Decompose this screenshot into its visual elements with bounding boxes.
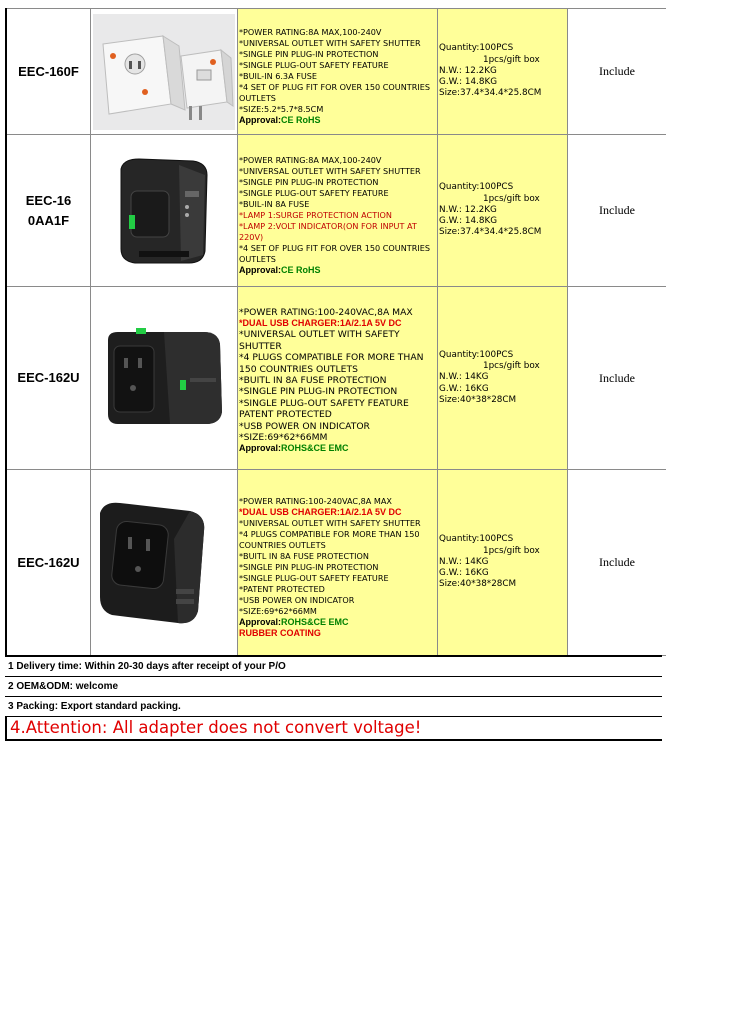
packing-box: 1pcs/gift box xyxy=(483,361,540,372)
spec-line: *SINGLE PLUG-OUT SAFETY FEATURE xyxy=(239,60,389,70)
model-cell xyxy=(6,135,91,287)
packing-nw: N.W.: 12.2KG xyxy=(439,65,497,76)
spec-cell xyxy=(238,470,438,656)
spec-line: *SINGLE PIN PLUG-IN PROTECTION xyxy=(239,386,398,398)
packing-quantity: Quantity:100PCS xyxy=(439,349,514,360)
model-cell xyxy=(6,470,91,656)
spec-line: *UNIVERSAL OUTLET WITH SAFETY SHUTTER xyxy=(239,38,421,48)
include-cell xyxy=(568,135,667,287)
product-photo xyxy=(91,9,238,135)
packing-quantity: Quantity:100PCS xyxy=(439,43,514,54)
spec-line: *UNIVERSAL OUTLET WITH SAFETY SHUTTER xyxy=(239,518,421,528)
approval xyxy=(239,115,436,126)
packing-nw: N.W.: 14KG xyxy=(439,372,489,383)
packing-gw: G.W.: 14.8KG xyxy=(439,77,498,88)
packing-gw: G.W.: 16KG xyxy=(439,568,489,579)
spec-line: *LAMP 1:SURGE PROTECTION ACTION xyxy=(239,210,392,220)
packing-quantity: Quantity:100PCS xyxy=(439,534,514,545)
spec-line: PATENT PROTECTED xyxy=(239,409,332,421)
delivery-note: 1 Delivery time: Within 20-30 days after receipt of your P/O xyxy=(5,655,662,676)
approval xyxy=(239,443,436,454)
approval-label: Approval: xyxy=(239,617,282,627)
spec-cell xyxy=(238,135,438,287)
spec-line: *POWER RATING:100-240VAC,8A MAX xyxy=(239,307,413,318)
spec-line: *LAMP 2:VOLT INDICATOR(ON FOR INPUT AT 220V) xyxy=(239,221,417,242)
packing-box: 1pcs/gift box xyxy=(483,545,540,556)
rubber-adapter-image xyxy=(94,493,234,633)
product-photo xyxy=(91,287,238,470)
model-name: EEC-162U xyxy=(17,370,80,385)
spec-line: *4 SET OF PLUG FIT FOR OVER 150 COUNTRIES OUTLETS xyxy=(239,243,430,264)
spec-line: *PATENT PROTECTED xyxy=(239,584,325,594)
model-cell xyxy=(6,287,91,470)
product-row xyxy=(6,470,666,656)
product-row xyxy=(6,9,666,135)
spec-line: *POWER RATING:8A MAX,100-240V xyxy=(239,155,382,165)
spec-line: *SIZE:69*62*66MM xyxy=(239,432,328,444)
include-cell xyxy=(568,470,667,656)
spec-line: *UNIVERSAL OUTLET WITH SAFETY SHUTTER xyxy=(239,329,400,352)
product-photo xyxy=(91,135,238,287)
product-row xyxy=(6,135,666,287)
approval-value: ROHS&CE EMC xyxy=(281,617,349,627)
packing-size: Size:40*38*28CM xyxy=(439,579,517,590)
spec-line: *USB POWER ON INDICATOR xyxy=(239,595,355,605)
spec-line: *DUAL USB CHARGER:1A/2.1A 5V DC xyxy=(239,318,402,329)
spec-line: *USB POWER ON INDICATOR xyxy=(239,420,370,432)
oem-note: 2 OEM&ODM: welcome xyxy=(5,676,662,696)
packing-cell xyxy=(438,9,568,135)
spec-line: *SINGLE PIN PLUG-IN PROTECTION xyxy=(239,177,379,187)
include-cell xyxy=(568,9,667,135)
packing-nw: N.W.: 14KG xyxy=(439,556,489,567)
spec-line: *BUITL IN 8A FUSE PROTECTION xyxy=(239,551,369,561)
approval xyxy=(239,617,436,628)
black-usb-adapter-image xyxy=(100,328,228,428)
packing-note: 3 Packing: Export standard packing. xyxy=(5,696,662,716)
model-name: EEC-160AA1F xyxy=(25,192,72,228)
spec-cell xyxy=(238,287,438,470)
include-cell xyxy=(568,287,667,470)
product-table xyxy=(5,8,666,656)
packing-quantity: Quantity:100PCS xyxy=(439,182,514,193)
spec-line: *POWER RATING:100-240VAC,8A MAX xyxy=(239,496,392,506)
model-name: EEC-160F xyxy=(18,63,79,79)
spec-line: *DUAL USB CHARGER:1A/2.1A 5V DC xyxy=(239,507,402,517)
spec-line: *SINGLE PLUG-OUT SAFETY FEATURE xyxy=(239,573,389,583)
product-row xyxy=(6,287,666,470)
model-name: EEC-162U xyxy=(17,554,80,570)
spec-line: *BUITL IN 8A FUSE PROTECTION xyxy=(239,375,387,387)
packing-box: 1pcs/gift box xyxy=(483,54,540,65)
notes-section xyxy=(5,655,662,741)
spec-line: *SINGLE PIN PLUG-IN PROTECTION xyxy=(239,562,379,572)
packing-gw: G.W.: 16KG xyxy=(439,383,489,394)
approval-value: CE RoHS xyxy=(281,115,321,125)
packing-nw: N.W.: 12.2KG xyxy=(439,204,497,215)
white-adapter-image xyxy=(93,14,235,130)
rubber-coating-note: RUBBER COATING xyxy=(239,628,321,638)
spec-line: *SINGLE PIN PLUG-IN PROTECTION xyxy=(239,49,379,59)
spec-line: *UNIVERSAL OUTLET WITH SAFETY SHUTTER xyxy=(239,166,421,176)
spec-line: *4 SET OF PLUG FIT FOR OVER 150 COUNTRIES OUTLETS xyxy=(239,82,430,103)
approval-label: Approval: xyxy=(239,443,282,454)
spec-cell xyxy=(238,9,438,135)
model-cell xyxy=(6,9,91,135)
spec-line: *POWER RATING:8A MAX,100-240V xyxy=(239,27,382,37)
spec-line: *SINGLE PLUG-OUT SAFETY FEATURE xyxy=(239,397,409,409)
approval xyxy=(239,265,436,276)
spec-line: *4 PLUGS COMPATIBLE FOR MORE THAN 150 COUNTRIES OUTLETS xyxy=(239,529,420,550)
include-text: Include xyxy=(599,555,635,569)
packing-size: Size:37.4*34.4*25.8CM xyxy=(439,88,542,99)
packing-gw: G.W.: 14.8KG xyxy=(439,216,498,227)
include-text: Include xyxy=(599,370,635,385)
packing-cell xyxy=(438,287,568,470)
spec-line: *BUIL-IN 6.3A FUSE xyxy=(239,71,318,81)
packing-size: Size:37.4*34.4*25.8CM xyxy=(439,227,542,238)
spec-line: *SINGLE PLUG-OUT SAFETY FEATURE xyxy=(239,188,389,198)
approval-value: CE RoHS xyxy=(281,265,321,275)
packing-box: 1pcs/gift box xyxy=(483,193,540,204)
spec-line: *4 PLUGS COMPATIBLE FOR MORE THAN 150 COUNTRIES OUTLETS xyxy=(239,352,424,375)
attention-note: 4.Attention: All adapter does not convert voltage! xyxy=(5,716,662,741)
packing-cell xyxy=(438,470,568,656)
packing-size: Size:40*38*28CM xyxy=(439,394,517,405)
packing-cell xyxy=(438,135,568,287)
product-photo xyxy=(91,470,238,656)
approval-label: Approval: xyxy=(239,115,282,125)
include-text: Include xyxy=(599,203,635,217)
include-text: Include xyxy=(599,64,635,78)
spec-line: *BUIL-IN 8A FUSE xyxy=(239,199,310,209)
black-cube-adapter-image xyxy=(109,151,219,271)
approval-value: ROHS&CE EMC xyxy=(281,443,349,454)
spec-line: *SIZE:69*62*66MM xyxy=(239,606,317,616)
approval-label: Approval: xyxy=(239,265,282,275)
spec-line: *SIZE:5.2*5.7*8.5CM xyxy=(239,104,324,114)
